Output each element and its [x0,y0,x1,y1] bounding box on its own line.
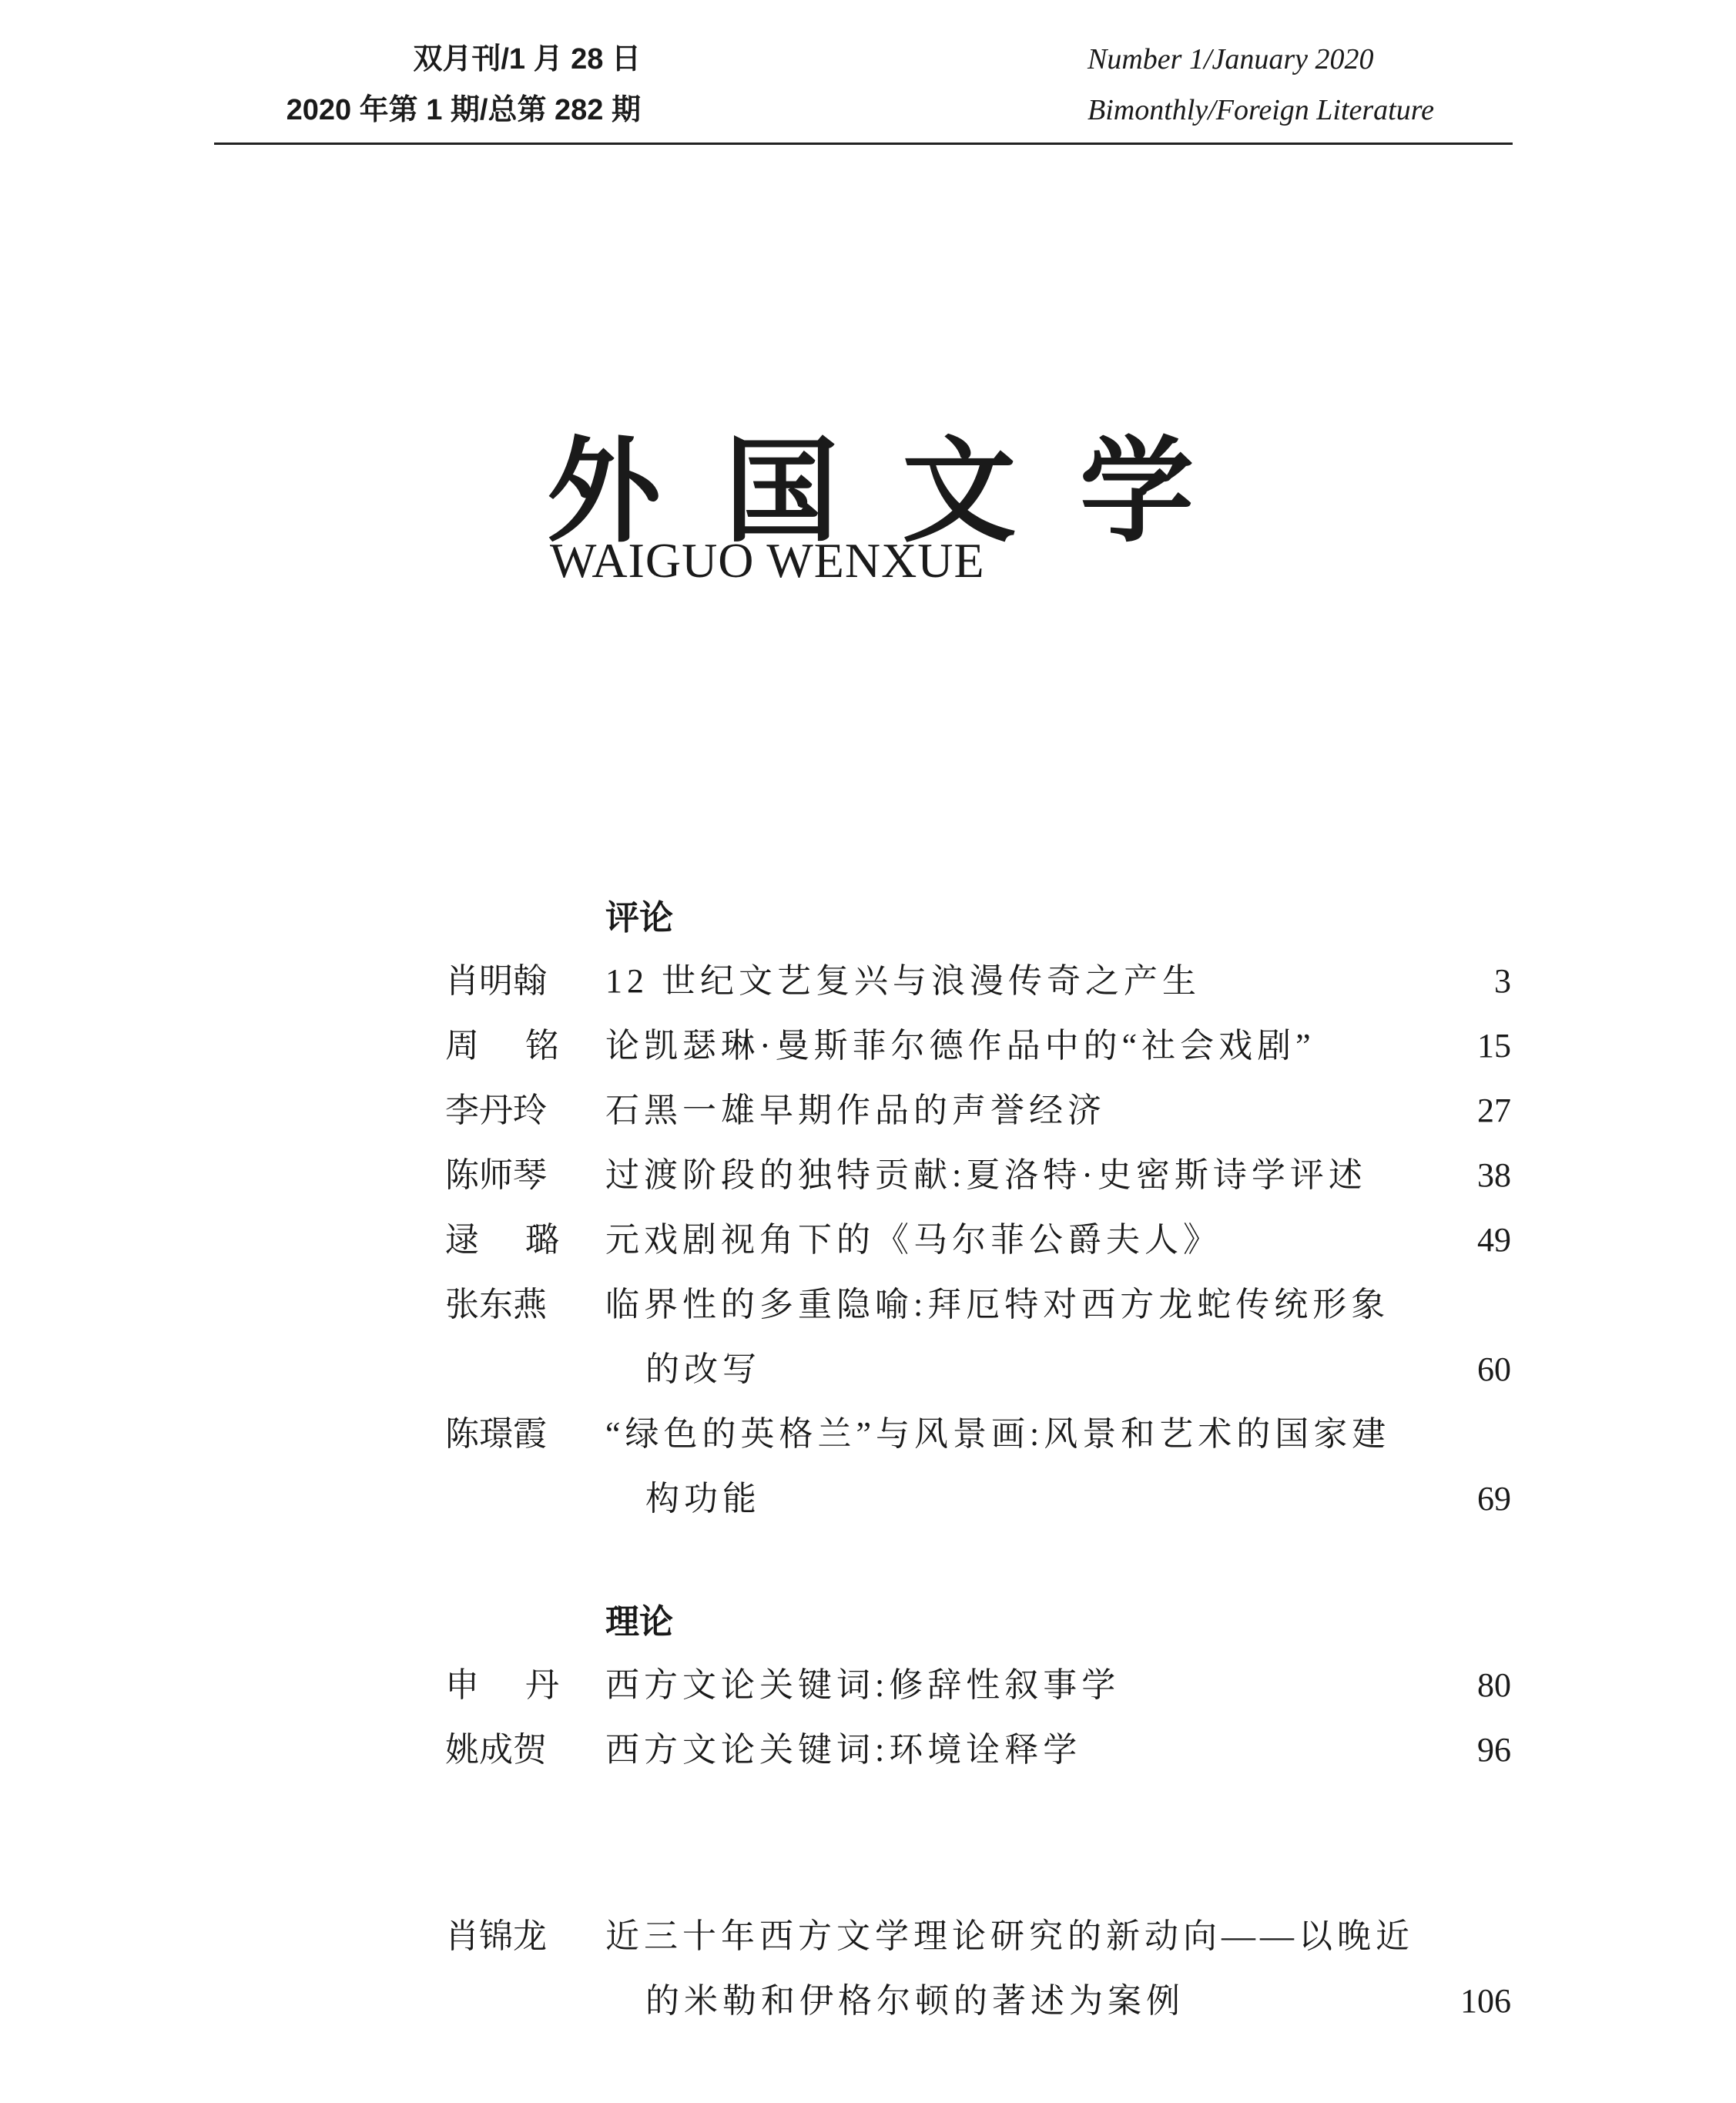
header-left [287,34,641,136]
entry-author: 肖明翰 [445,962,547,1000]
entry-title-line[interactable]: 西方文论关键词:环境诠释学 [605,1731,1082,1769]
entry-author: 李丹玲 [445,1092,547,1129]
entry-title-line[interactable]: 论凯瑟琳·曼斯菲尔德作品中的“社会戏剧” [605,1027,1315,1065]
entry-author: 肖锦龙 [445,1917,547,1955]
entry-page-number: 38 [1477,1156,1511,1194]
entry-page-number: 27 [1477,1092,1511,1129]
entry-title-line[interactable]: 12 世纪文艺复兴与浪漫传奇之产生 [605,962,1201,1000]
title-char: 学 [1079,430,1194,556]
entry-title-line[interactable]: 的改写 [645,1350,761,1388]
title-char: 外 [547,430,661,556]
entry-page-number: 106 [1460,1982,1511,2020]
entry-author: 逯 璐 [445,1221,559,1259]
entry-author: 周 铭 [445,1027,559,1065]
title-char: 文 [902,430,1017,556]
journal-subtitle-en: Bimonthly/Foreign Literature [1088,94,1434,126]
entry-page-number: 80 [1477,1666,1511,1704]
entry-author: 张东燕 [445,1286,547,1323]
entry-page-number: 49 [1477,1221,1511,1259]
entry-page-number: 60 [1477,1350,1511,1388]
header-rule [214,143,1513,145]
entry-author: 姚成贺 [445,1731,547,1769]
entry-title-line[interactable]: 元戏剧视角下的《马尔菲公爵夫人》 [605,1221,1222,1259]
header-right [1088,34,1434,136]
entry-page-number: 96 [1477,1731,1511,1769]
entry-title-line[interactable]: “绿色的英格兰”与风景画:风景和艺术的国家建 [605,1415,1391,1453]
issue-number-en: Number 1/January 2020 [1088,43,1374,75]
entry-page-number: 15 [1477,1027,1511,1065]
entry-page-number: 69 [1477,1480,1511,1518]
issue-frequency-date: 双月刊/1 月 28 日 [413,43,641,75]
section-title: 评论 [605,899,673,937]
entry-title-line[interactable]: 临界性的多重隐喻:拜厄特对西方龙蛇传统形象 [605,1286,1390,1323]
entry-title-line[interactable]: 近三十年西方文学理论研究的新动向——以晚近 [605,1917,1414,1955]
entry-author: 陈师琴 [445,1156,547,1194]
entry-title-line[interactable]: 构功能 [645,1480,761,1518]
section-title: 理论 [605,1603,673,1641]
entry-author: 陈璟霞 [445,1415,547,1453]
entry-title-line[interactable]: 过渡阶段的独特贡献:夏洛特·史密斯诗学评述 [605,1156,1367,1194]
entry-title-line[interactable]: 石黑一雄早期作品的声誉经济 [605,1092,1106,1129]
journal-title-en: WAIGUO WENXUE [550,533,985,588]
title-char: 国 [724,430,839,556]
entry-title-line[interactable]: 西方文论关键词:修辞性叙事学 [605,1666,1121,1704]
entry-page-number: 3 [1494,962,1511,1000]
issue-number: 2020 年第 1 期/总第 282 期 [286,94,641,126]
entry-title-line[interactable]: 的米勒和伊格尔顿的著述为案例 [645,1982,1185,2020]
entry-author: 申 丹 [445,1666,559,1704]
